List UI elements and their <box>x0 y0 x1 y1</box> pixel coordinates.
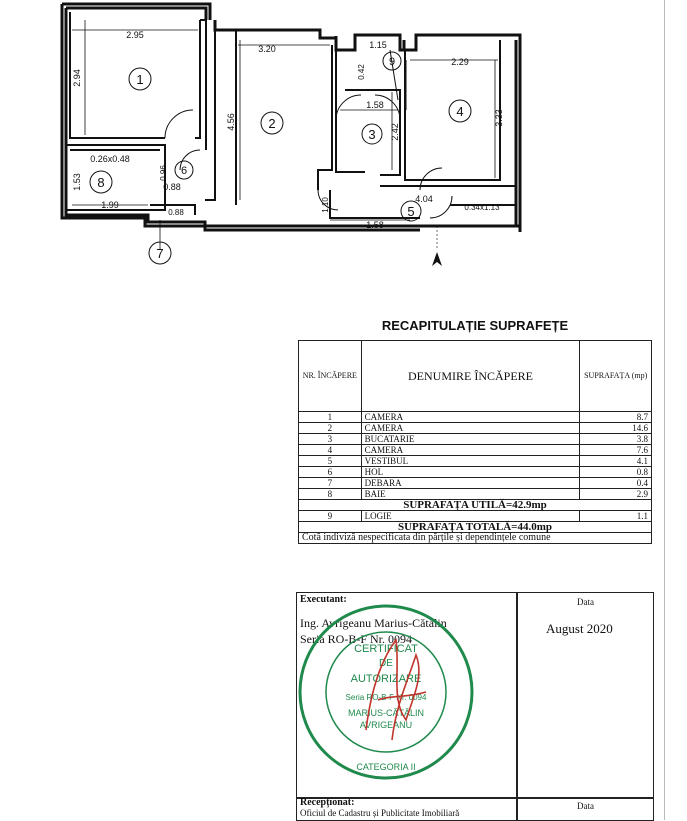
useful-area-total: SUPRAFAȚA UTILĂ=42.9mp <box>299 500 652 511</box>
row-nr: 3 <box>299 434 362 445</box>
header-area: SUPRAFAȚA (mp) <box>580 341 652 412</box>
row-name: LOGIE <box>361 511 580 522</box>
table-row <box>299 467 652 478</box>
total-area: SUPRAFAȚA TOTALĂ=44.0mp <box>299 522 652 533</box>
recap-title: RECAPITULAȚIE SUPRAFEȚE <box>381 318 569 333</box>
stamp-line-7: CATEGORIA II <box>356 762 416 772</box>
dim-label: 4.56 <box>226 113 236 131</box>
stamp-line-5: MARIUS-CĂTĂLIN <box>347 708 425 718</box>
date-label: Data <box>577 597 594 607</box>
dim-label: 0.96 <box>159 165 168 181</box>
room-number-9: 9 <box>388 56 396 68</box>
executant-name: Ing. Avrigeanu Marius-Cătălin <box>300 616 447 630</box>
row-nr: 4 <box>299 445 362 456</box>
recap-table <box>298 340 652 544</box>
row-area: 0.8 <box>580 467 652 478</box>
row-nr: 9 <box>299 511 362 522</box>
office-text: Oficiul de Cadastru și Publicitate Imobiliară <box>300 808 460 818</box>
floor-plan <box>0 0 687 300</box>
dim-label: 1.58 <box>366 100 384 110</box>
room-number-4: 4 <box>456 104 464 119</box>
dim-label: 1.99 <box>101 200 119 210</box>
dim-label: 2.95 <box>126 30 144 40</box>
dim-label: 0.88 <box>163 182 181 192</box>
stamp-line-6: AVRIGEANU <box>359 720 413 730</box>
row-name: BUCATARIE <box>361 434 580 445</box>
row-nr: 7 <box>299 478 362 489</box>
table-row <box>299 478 652 489</box>
room-number-5: 5 <box>407 204 415 219</box>
table-row <box>299 456 652 467</box>
table-row <box>299 489 652 500</box>
row-nr: 2 <box>299 423 362 434</box>
row-nr: 6 <box>299 467 362 478</box>
dim-label: 0.42 <box>357 64 366 80</box>
dim-label: 1.53 <box>72 173 82 191</box>
row-area: 0.4 <box>580 478 652 489</box>
executant-label: Executant: <box>300 594 347 605</box>
dim-label: 0.34x1.13 <box>464 203 500 212</box>
header-nr: NR. ÎNCĂPERE <box>299 341 362 412</box>
table-row <box>299 445 652 456</box>
room-number-8: 8 <box>97 175 105 190</box>
row-area: 4.1 <box>580 456 652 467</box>
dim-label: 3.33 <box>494 109 504 127</box>
date-value: August 2020 <box>546 621 613 636</box>
dim-label: 4.04 <box>415 194 433 204</box>
room-number-6: 6 <box>180 165 188 177</box>
table-row <box>299 511 652 522</box>
dim-label: 0.26x0.48 <box>90 154 130 164</box>
row-area: 3.8 <box>580 434 652 445</box>
header-name: DENUMIRE ÎNCĂPERE <box>361 341 580 412</box>
entrance-arrow-icon <box>432 252 442 266</box>
row-area: 14.6 <box>580 423 652 434</box>
indivisible-share-note: Cotă indiviză nespecificata din părțile și dependințele comune <box>299 533 652 544</box>
room-number-1: 1 <box>136 72 144 87</box>
dim-label: 1.10 <box>321 197 330 213</box>
row-name: CAMERA <box>361 423 580 434</box>
room-number-7: 7 <box>156 246 164 261</box>
dim-label: 2.29 <box>451 57 469 67</box>
row-name: BAIE <box>361 489 580 500</box>
dim-label: 2.42 <box>390 123 400 141</box>
table-row <box>299 412 652 423</box>
row-area: 7.6 <box>580 445 652 456</box>
stamp-line-2: DE <box>379 658 393 669</box>
dim-label: 1.15 <box>369 40 387 50</box>
row-nr: 8 <box>299 489 362 500</box>
row-name: DEBARA <box>361 478 580 489</box>
authorization-stamp <box>296 600 476 785</box>
stamp-line-4: Seria RO-B-F Nr. 0094 <box>345 693 427 702</box>
table-row <box>299 434 652 445</box>
row-name: CAMERA <box>361 445 580 456</box>
row-name: HOL <box>361 467 580 478</box>
dim-label: 1.58 <box>366 220 384 230</box>
table-row <box>299 423 652 434</box>
dim-label: 0.88 <box>168 208 184 217</box>
row-name: VESTIBUL <box>361 456 580 467</box>
row-area: 8.7 <box>580 412 652 423</box>
stamp-line-1: CERTIFICAT <box>354 643 418 655</box>
executant-series: Seria RO-B-F Nr. 0094 <box>300 632 412 646</box>
room-number-2: 2 <box>268 116 276 131</box>
receptionat-label: Recepționat: <box>300 797 355 808</box>
row-name: CAMERA <box>361 412 580 423</box>
dim-label: 3.20 <box>258 44 276 54</box>
row-area: 1.1 <box>580 511 652 522</box>
row-nr: 1 <box>299 412 362 423</box>
dim-label: 2.94 <box>72 69 82 87</box>
date-label-2: Data <box>577 801 594 811</box>
stamp-line-3: AUTORIZARE <box>350 673 422 685</box>
room-number-3: 3 <box>368 127 376 142</box>
scan-edge-line <box>664 0 665 820</box>
row-nr: 5 <box>299 456 362 467</box>
row-area: 2.9 <box>580 489 652 500</box>
